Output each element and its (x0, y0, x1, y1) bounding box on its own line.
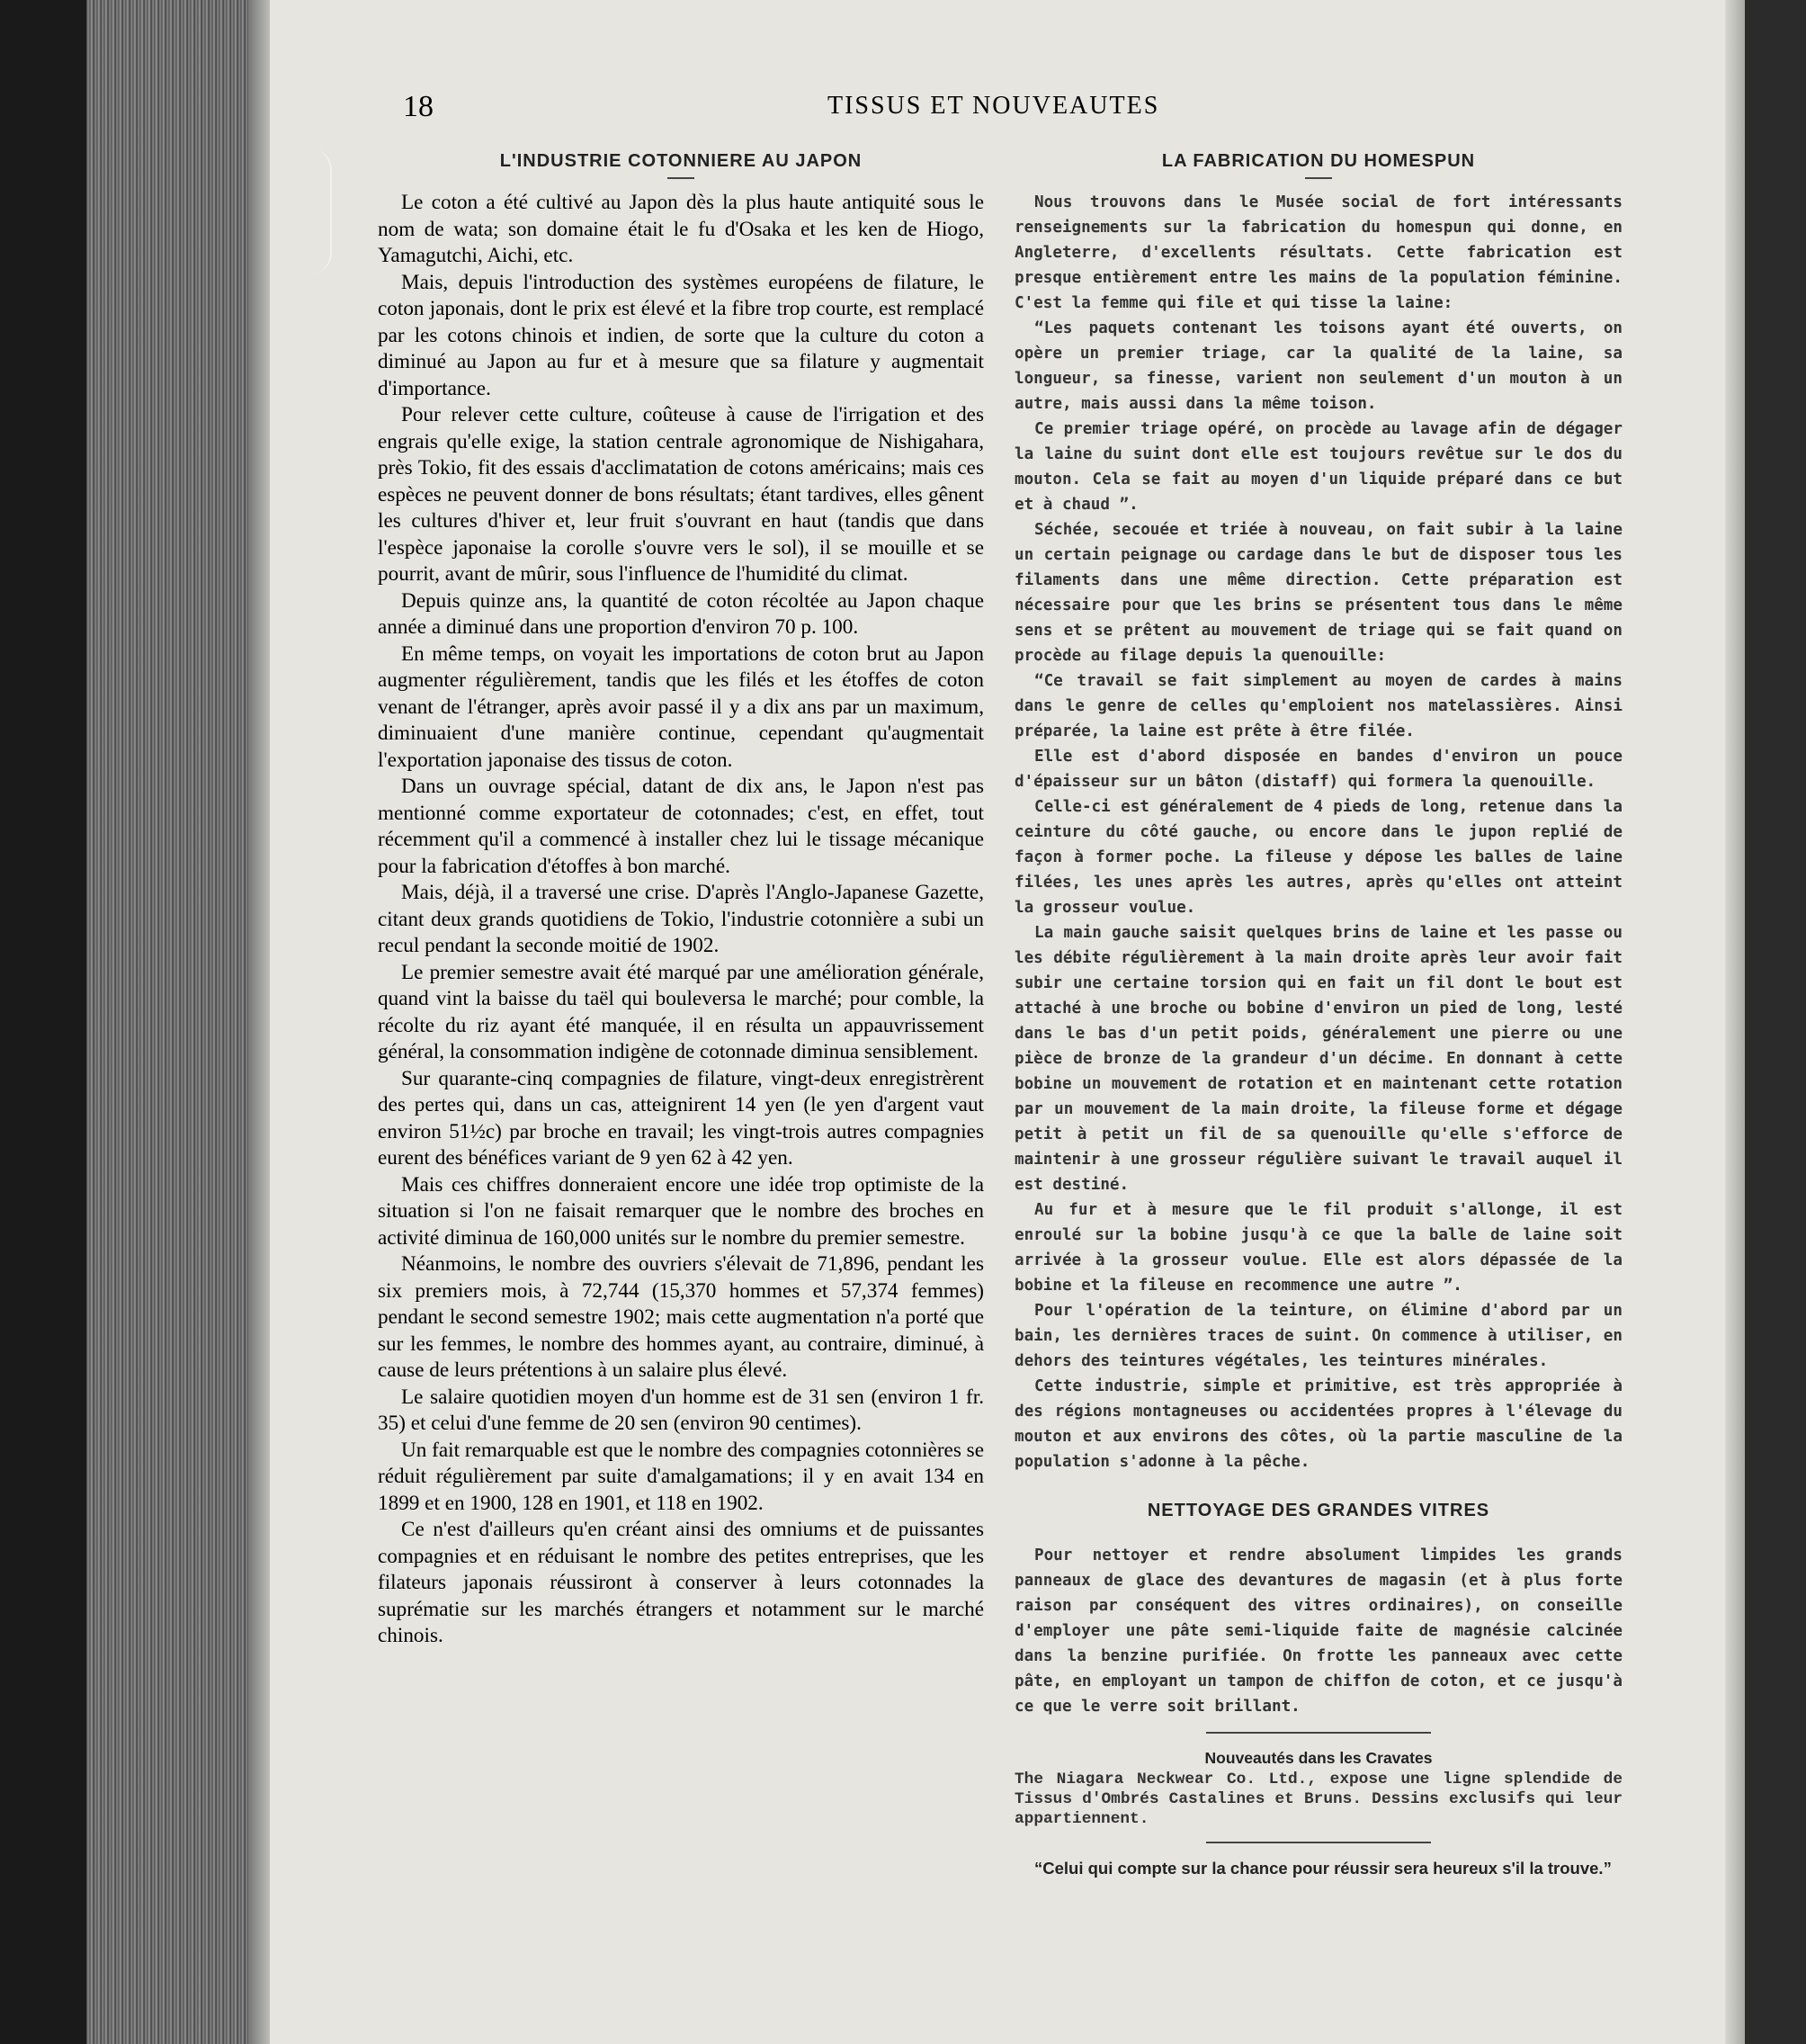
paragraph: Depuis quinze ans, la quantité de coton récoltée au Japon chaque année a diminué dans une proportion d'environ 70 p. 100. (378, 588, 984, 639)
page-gutter-edge (1745, 0, 1806, 2044)
paragraph: Elle est d'abord disposée en bandes d'environ un pouce d'épaisseur sur un bâton (distaff) qui formera la quenouille. (1015, 748, 1623, 791)
book-page-stack (86, 0, 275, 2044)
paragraph: Pour l'opération de la teinture, on élimine d'abord par un bain, les dernières traces de suint. On commence à utiliser, en dehors des teintures végétales, les teintures minérales. (1015, 1302, 1623, 1370)
paragraph: Un fait remarquable est que le nombre des compagnies cotonnières se réduit régulièrement par suite d'amalgamations; il y en avait 134 en 1899 et en 1900, 128 en 1901, et 118 en 1902. (378, 1438, 984, 1515)
paragraph: La main gauche saisit quelques brins de laine et les passe ou les débite régulièrement à la main droite après leur avoir fait subir une certaine torsion qui en fait un fil dont le bout est attaché à une broche ou bobine d'environ un pied de long, lesté dans le bas d'un petit poids, généralement une pierre ou une pièce de bronze de la grandeur d'un décime. En donnant à cette bobine un mouvement de rotation et en maintenant cette rotation par un mouvement de la main droite, la fileuse forme et dégage petit à petit un fil de sa quenouille qu'elle s'efforce de maintenir à une grosseur régulière suivant le travail auquel il est destiné. (1015, 924, 1623, 1194)
paragraph: Au fur et à mesure que le fil produit s'allonge, il est enroulé sur la bobine jusqu'à ce que la balle de laine soit arrivée à la grosseur voulue. Elle est alors dépassée de la bobine et la fileuse en recommence une autre ”. (1015, 1201, 1623, 1295)
paragraph: Ce n'est d'ailleurs qu'en créant ainsi des omniums et de puissantes compagnies et en réduisant le nombre des petites entreprises, que les filateurs japonais réussiront à conserver à leurs cotonnades la suprématie sur les marchés étrangers et notamment sur le marché chinois. (378, 1518, 984, 1647)
page-header (270, 83, 1745, 128)
heading-rule (1305, 177, 1332, 179)
paragraph: Cette industrie, simple et primitive, est très appropriée à des régions montagneuses ou accidentées propres à l'élevage du mouton et aux environs des côtes, où la partie masculine de la population s'adonne à la pêche. (1015, 1377, 1623, 1471)
paragraph: Pour nettoyer et rendre absolument limpides les grands panneaux de glace des devantures de magasin (et à plus forte raison par conséquent des vitres ordinaires), on conseille d'employer une pâte semi-liquide faite de magnésie calcinée dans la benzine purifiée. On frotte les panneaux avec cette pâte, en employant un tampon de chiffon de coton, et ce jusqu'à ce que le verre soit brillant. (1015, 1546, 1623, 1716)
paragraph: Nous trouvons dans le Musée social de fort intéressants renseignements sur la fabrication du homespun qui donne, en Angleterre, d'excellents résultats. Cette fabrication est presque entièrement entre les mains de la population féminine. C'est la femme qui file et qui tisse la laine: (1015, 193, 1623, 312)
paragraph: Ce premier triage opéré, on procède au lavage afin de dégager la laine du suint dont elle est toujours revêtue sur le dos du mouton. Cela se fait au moyen d'un liquide préparé dans ce but et à chaud ”. (1015, 420, 1623, 514)
paragraph: Le coton a été cultivé au Japon dès la plus haute antiquité sous le nom de wata; son domaine était le fu d'Osaka et les ken de Hiogo, Yamagutchi, Aichi, etc. (378, 191, 984, 267)
margin-pencil-mark (310, 148, 332, 274)
paragraph: Néanmoins, le nombre des ouvriers s'élevait de 71,896, pendant les six premiers mois, à 72,744 (15,370 hommes et 57,374 femmes) pendant le second semestre 1902; mais cette augmentation n'a porté que sur les femmes, le nombre des hommes ayant, au contraire, diminué, à cause de leurs prétentions à un salaire plus élevé. (378, 1252, 984, 1382)
paragraph: “Les paquets contenant les toisons ayant été ouverts, on opère un premier triage, car la qualité de la laine, sa longueur, sa finesse, varient non seulement d'un mouton à un autre, mais aussi dans la même toison. (1015, 319, 1623, 413)
paragraph: En même temps, on voyait les importations de coton brut au Japon augmenter régulièrement, tandis que les filés et les étoffes de coton venant de l'étranger, après avoir passé il y a dix ans par un maximum, diminuaient d'une manière continue, cependant qu'augmentait l'exportation japonaise des tissus de coton. (378, 641, 984, 772)
right-column (1015, 148, 1623, 1881)
paragraph: Celle-ci est généralement de 4 pieds de long, retenue dans la ceinture du côté gauche, ou encore dans le jupon replié de façon à former poche. La fileuse y dépose les balles de laine filées, les unes après les autres, après qu'elles ont atteint la grosseur voulue. (1015, 798, 1623, 917)
page-number: 18 (403, 90, 434, 123)
section-rule (1206, 1732, 1431, 1734)
paragraph: “Ce travail se fait simplement au moyen de cardes à mains dans le genre de celles qu'emploient nos matelassières. Ainsi préparée, la laine est prête à être filée. (1015, 672, 1623, 740)
paragraph: Mais, déjà, il a traversé une crise. D'après l'Anglo-Japanese Gazette, citant deux grands quotidiens de Tokio, l'industrie cotonnière a subi un recul pendant la seconde moitié de 1902. (378, 881, 984, 957)
heading-rule (667, 177, 694, 179)
article-heading-cotton: L'INDUSTRIE COTONNIERE AU JAPON (499, 151, 863, 171)
running-title: TISSUS ET NOUVEAUTES (827, 92, 1160, 120)
article-heading-homespun: LA FABRICATION DU HOMESPUN (1161, 151, 1476, 171)
section-rule (1206, 1842, 1431, 1843)
paragraph: Mais, depuis l'introduction des systèmes européens de filature, le coton japonais, dont le prix est élevé et la fibre trop courte, est remplacé par les cotons chinois et indien, de sorte que la culture du coton a diminué au Japon au fur et à mesure que sa filature y augmentait d'importance. (378, 270, 984, 400)
paragraph: Dans un ouvrage spécial, datant de dix ans, le Japon n'est pas mentionné comme exportateur de cotonnades; c'est, en effet, tout récemment qu'il a commencé à installer chez lui le tissage mécanique pour la fabrication d'étoffes à bon marché. (378, 775, 984, 878)
paragraph: Mais ces chiffres donneraient encore une idée trop optimiste de la situation si l'on ne faisait remarquer que le nombre des broches en activité diminua de 160,000 unités sur le nombre du premier semestre. (378, 1172, 984, 1250)
section-gap (1015, 1475, 1623, 1498)
closing-quote: “Celui qui compte sur la chance pour réussir sera heureux s'il la trouve.” (1034, 1859, 1612, 1878)
paragraph: Séchée, secouée et triée à nouveau, on fait subir à la laine un certain peignage ou cardage dans le but de disposer tous les filaments dans une même direction. Cette préparation est nécessaire pour que les brins se présentent tous dans le même sens et se prêtent au mouvement de triage qui se fait quand on procède au filage depuis la quenouille: (1015, 521, 1623, 665)
paragraph: Le salaire quotidien moyen d'un homme est de 31 sen (environ 1 fr. 35) et celui d'une femme de 20 sen (environ 90 centimes). (378, 1385, 984, 1435)
article-heading-vitres: NETTOYAGE DES GRANDES VITRES (1147, 1501, 1490, 1520)
section-gap (1015, 1527, 1623, 1543)
left-column (378, 148, 984, 1650)
paragraph: Pour relever cette culture, coûteuse à cause de l'irrigation et des engrais qu'elle exige, la station centrale agronomique de Nishigahara, près Tokio, fit des essais d'acclimatation de cotons américains; mais ces espèces ne peuvent donner de bons résultats; étant tardives, elles gênent les cultures d'hiver et, leur fruit s'ouvrant en haut (tandis que dans l'espèce japonaise la corolle s'ouvre vers le sol), il se mouille et se pourrit, avant de mûrir, sous l'influence de l'humidité du climat. (378, 403, 984, 586)
paragraph: Sur quarante-cinq compagnies de filature, vingt-deux enregistrèrent des pertes qui, dans un cas, atteignirent 14 yen (le yen d'argent vaut environ 51½c) par broche en travail; les vingt-trois autres compagnies eurent des bénéfices variant de 9 yen 62 à 42 yen. (378, 1066, 984, 1170)
cravates-notice: The Niagara Neckwear Co. Ltd., expose une ligne splendide de Tissus d'Ombrés Castalines et Bruns. Dessins exclusifs qui leur appartiennent. (1015, 1771, 1623, 1828)
paragraph: Le premier semestre avait été marqué par une amélioration générale, quand vint la baisse du taël qui bouleversa le marché; pour comble, la récolte du riz ayant été manquée, il en résulta un appauvrissement général, la consommation indigène de cotonnade diminua sensiblement. (378, 960, 984, 1063)
article-heading-cravates: Nouveautés dans les Cravates (1204, 1749, 1433, 1767)
